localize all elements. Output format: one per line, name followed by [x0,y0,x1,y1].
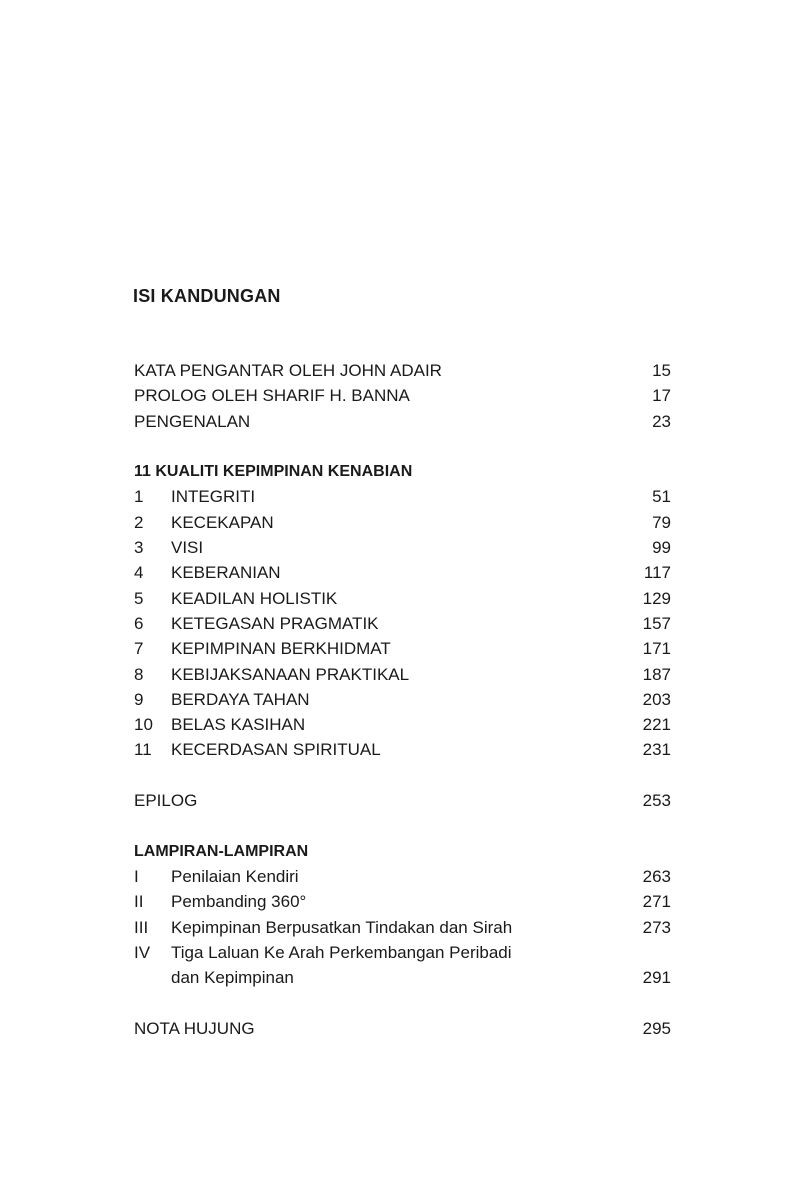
chapter-title: KETEGASAN PRAGMATIK [171,613,379,633]
chapter-number: 1 [134,487,144,507]
toc-chapter-entry [134,510,671,535]
appendix-number: III [134,917,149,937]
appendix-number: II [134,892,144,912]
toc-chapter-entry [134,712,671,737]
toc-appendix-entry-continued [134,965,671,990]
table-of-contents [134,358,671,1041]
chapter-page: 203 [642,689,671,709]
chapter-title: KEBIJAKSANAAN PRAKTIKAL [171,664,410,684]
chapter-number: 10 [134,715,153,735]
toc-entry-page: 17 [652,386,671,406]
chapter-number: 9 [134,689,144,709]
toc-entry-page: 253 [642,791,671,811]
toc-entry-title: KATA PENGANTAR OLEH JOHN ADAIR [134,361,442,380]
section-heading-qualities: 11 KUALITI KEPIMPINAN KENABIAN [134,463,413,481]
toc-entry-foreword [134,358,671,383]
toc-chapter-entry [134,484,671,509]
chapter-title: KEADILAN HOLISTIK [171,588,338,608]
chapter-page: 117 [643,563,671,583]
toc-entry-epilogue [134,788,671,813]
page-title: ISI KANDUNGAN [133,286,281,306]
appendix-title: Penilaian Kendiri [171,866,299,886]
chapter-page: 231 [642,740,671,760]
toc-entry-title: PENGENALAN [134,411,251,431]
toc-appendix-entry [134,940,671,965]
toc-appendix-entry [134,864,671,889]
chapter-title: INTEGRITI [171,487,256,507]
appendix-page: 263 [642,866,671,886]
appendix-page: 291 [642,968,671,988]
section-heading-appendices: LAMPIRAN-LAMPIRAN [134,842,309,860]
chapter-number: 4 [134,563,144,583]
appendix-title: Tiga Laluan Ke Arah Perkembangan Peribadi [171,942,512,962]
toc-chapter-entry [134,636,671,661]
chapter-page: 51 [652,487,671,507]
toc-chapter-entry [134,586,671,611]
toc-entry-title: NOTA HUJUNG [134,1018,255,1038]
toc-entry-title: EPILOG [134,791,198,811]
chapter-page: 79 [652,512,671,532]
section-spacer [134,763,671,788]
chapter-number: 5 [134,588,144,608]
chapter-title: BELAS KASIHAN [171,715,306,735]
chapter-page: 129 [642,588,671,608]
appendix-title: Kepimpinan Berpusatkan Tindakan dan Sirah [171,917,513,937]
toc-chapter-entry [134,611,671,636]
toc-entry-page: 295 [642,1018,671,1038]
chapter-page: 187 [642,664,671,684]
chapter-title: VISI [171,538,204,558]
chapter-title: KEBERANIAN [171,563,281,583]
chapter-page: 221 [642,715,671,735]
appendix-number: IV [134,942,151,962]
toc-entry-page: 23 [652,411,671,431]
appendix-page: 271 [642,892,671,912]
toc-entry-prologue [134,383,671,408]
chapter-number: 3 [134,538,144,558]
section-spacer [134,990,671,1015]
chapter-number: 6 [134,613,144,633]
chapter-page: 157 [642,613,671,633]
chapter-title: BERDAYA TAHAN [171,689,310,709]
chapter-title: KEPIMPINAN BERKHIDMAT [171,639,391,659]
chapter-number: 7 [134,639,144,659]
toc-chapter-entry [134,662,671,687]
chapter-number: 2 [134,512,144,532]
section-spacer [134,813,671,838]
chapter-number: 11 [134,740,152,760]
appendix-title: Pembanding 360° [171,892,307,912]
chapter-number: 8 [134,664,144,684]
toc-appendix-entry [134,915,671,940]
toc-chapter-entry [134,737,671,762]
chapter-page: 99 [652,538,671,558]
appendix-number: I [134,866,139,886]
chapter-title: KECEKAPAN [171,512,274,532]
section-spacer [134,434,671,459]
chapter-title: KECERDASAN SPIRITUAL [171,740,381,760]
toc-chapter-entry [134,687,671,712]
toc-entry-title: PROLOG OLEH SHARIF H. BANNA [134,386,410,406]
chapter-page: 171 [642,639,671,659]
toc-entry-introduction [134,409,671,434]
appendix-title-continued: dan Kepimpinan [171,968,294,988]
toc-entry-endnotes [134,1016,671,1041]
toc-appendix-entry [134,889,671,914]
toc-chapter-entry [134,560,671,585]
appendix-page: 273 [642,917,671,937]
toc-entry-page: 15 [652,361,671,380]
toc-chapter-entry [134,535,671,560]
